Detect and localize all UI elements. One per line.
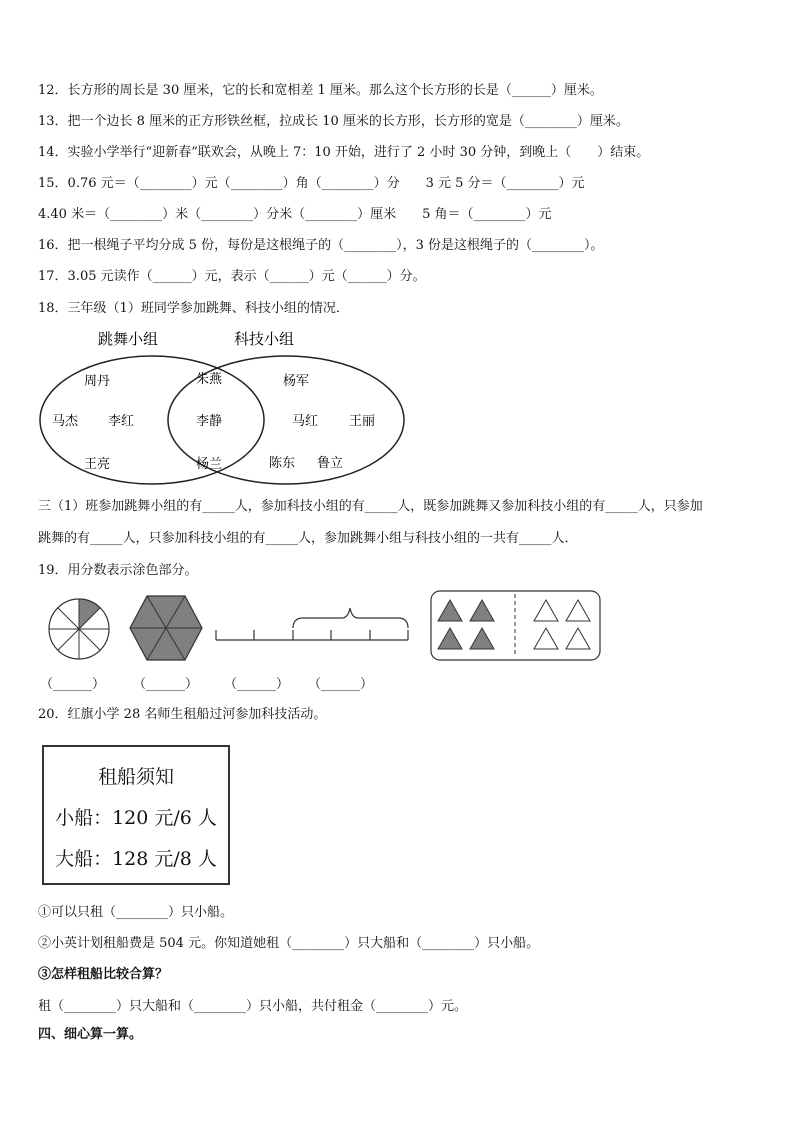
venn-name: 杨兰: [195, 457, 223, 472]
venn-name: 朱燕: [195, 372, 223, 387]
venn-tech-label: 科技小组: [233, 330, 295, 348]
venn-name: 陈东: [268, 456, 296, 471]
question-20-part-3: ③怎样租船比较合算？: [38, 967, 169, 982]
question-17: 17．3.05 元读作（______）元，表示（______）元（______）分。: [38, 269, 426, 284]
question-14: 14．实验小学举行“迎新春”联欢会，从晚上 7：10 开始，进行了 2 小时 30 分钟，到晚上（ ）结束。: [38, 145, 650, 160]
question-18-text-1: 三（1）班参加跳舞小组的有_____人，参加科技小组的有_____人，既参加跳舞又参加科技小组的有_____人，只参加: [38, 499, 703, 514]
question-18: 18．三年级（1）班同学参加跳舞、科技小组的情况．: [38, 301, 349, 316]
question-15-line-1: 15．0.76 元＝（________）元（________）角（________）分 3 元 5 分＝（________）元: [38, 176, 585, 191]
boat-rental-notice: [42, 745, 230, 885]
venn-name: 马红: [291, 414, 319, 429]
q19-answer-blank: （______）: [133, 677, 199, 692]
notice-large-boat: 大船：128 元/8 人: [55, 848, 217, 870]
venn-name: 王丽: [348, 414, 376, 429]
question-19: 19．用分数表示涂色部分。: [38, 563, 198, 578]
section-4-heading: 四、细心算一算。: [38, 1027, 143, 1042]
notice-small-boat: 小船：120 元/6 人: [55, 807, 217, 829]
figure-triangles-box: [430, 590, 602, 662]
question-16: 16．把一根绳子平均分成 5 份，每份是这根绳子的（________），3 份是这根绳子的（________）。: [38, 238, 604, 253]
venn-name: 李红: [107, 414, 135, 429]
question-12: 12．长方形的周长是 30 厘米，它的长和宽相差 1 厘米。那么这个长方形的长是（______）厘米。: [38, 83, 603, 98]
venn-name: 鲁立: [316, 456, 344, 471]
venn-dance-label: 跳舞小组: [97, 330, 159, 348]
notice-title: 租船须知: [97, 766, 174, 788]
venn-name: 周丹: [83, 374, 111, 389]
venn-name: 马杰: [51, 414, 79, 429]
venn-diagram: [36, 322, 408, 490]
q19-answer-blank: （______）: [308, 677, 374, 692]
question-20-part-1: ①可以只租（________）只小船。: [38, 905, 234, 920]
venn-name: 杨军: [282, 374, 310, 389]
question-20: 20．红旗小学 28 名师生租船过河参加科技活动。: [38, 707, 327, 722]
q19-answer-blank: （______）: [40, 677, 106, 692]
question-20-part-2: ②小英计划租船费是 504 元。你知道她租（________）只大船和（________）只小船。: [38, 936, 540, 951]
question-20-part-4: 租（________）只大船和（________）只小船，共付租金（________）元。: [38, 999, 468, 1014]
figure-line-segments: [214, 604, 412, 644]
venn-name: 李静: [195, 414, 223, 429]
question-18-text-2: 跳舞的有_____人，只参加科技小组的有_____人，参加跳舞小组与科技小组的一共有_____人．: [38, 531, 578, 546]
question-15-line-2: 4.40 米＝（________）米（________）分米（________）厘米 5 角＝（________）元: [38, 207, 552, 222]
venn-name: 王亮: [83, 457, 111, 472]
figure-hexagon: [128, 593, 204, 663]
q19-answer-blank: （______）: [224, 677, 290, 692]
question-13: 13．把一个边长 8 厘米的正方形铁丝框，拉成长 10 厘米的长方形，长方形的宽是（________）厘米。: [38, 114, 629, 129]
figure-circle-eighths: [47, 597, 111, 661]
